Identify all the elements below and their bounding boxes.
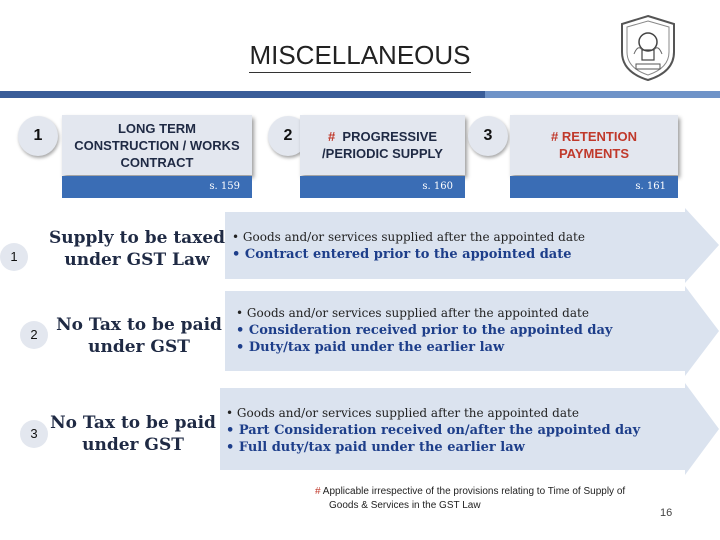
section-tag-160: s. 160 [300,176,465,198]
header-band-light [485,91,720,98]
bullet-text: Part Consideration received on/after the appointed day [238,423,641,438]
header-number-3: 3 [468,116,508,156]
row-label-no-tax-2 [38,412,228,456]
bullet-text: Full duty/tax paid under the earlier law [238,440,525,455]
row-number-2: 2 [20,321,48,349]
row-bullets-2: • Goods and/or services supplied after the appointed date • Consideration received prior to the appointed day • Duty/tax paid under the earlier law [236,306,613,355]
header-number-1: 1 [18,116,58,156]
section-tag-161: s. 161 [510,176,678,198]
header-band-dark [0,91,485,98]
bullet-text: Goods and/or services supplied after the appointed date [242,230,585,244]
row-number-1: 1 [0,243,28,271]
row-label-line: Supply to be taxed [48,228,226,248]
bullet-text: Consideration received prior to the appointed day [248,323,613,338]
row-label-taxed [42,227,232,271]
row-number-3: 3 [20,420,48,448]
header-line: RETENTION [561,129,637,144]
footnote [315,485,695,513]
row-label-line: under GST [88,337,190,357]
hash-marker: # [315,486,321,497]
bullet-text: Goods and/or services supplied after the appointed date [246,306,589,320]
header-line: /PERIODIC SUPPLY [322,146,443,161]
header-number-2: 2 [268,116,308,156]
row-label-line: No Tax to be paid [56,315,222,335]
row-label-line: No Tax to be paid [50,413,216,433]
emblem-seal-icon [616,14,680,82]
header-line: LONG TERM [117,120,196,136]
row-label-line: under GST Law [64,250,210,270]
section-tag-159: s. 159 [62,176,252,198]
row-label-line: under GST [82,435,184,455]
hash-marker: # [551,129,559,144]
hash-marker: # [327,129,336,144]
bullet-text: Contract entered prior to the appointed date [244,247,572,262]
header-line: CONSTRUCTION / WORKS [74,137,240,153]
header-box-progressive [300,115,465,175]
header-line: PROGRESSIVE [342,129,438,144]
slide-title: MISCELLANEOUS [0,40,720,71]
row-label-no-tax-1 [44,314,234,358]
row-bullets-3: • Goods and/or services supplied after the appointed date • Part Consideration received on/after the appointed day • Full duty/tax paid under the earlier law [226,406,641,455]
header-line: CONTRACT [120,154,194,170]
header-box-retention [510,115,678,175]
header-box-long-term [62,115,252,175]
footnote-line: Goods & Services in the GST Law [329,500,481,511]
page-number: 16 [660,507,673,519]
footnote-line: Applicable irrespective of the provisions relating to Time of Supply of [322,486,626,497]
header-line: PAYMENTS [558,146,630,161]
row-bullets-1: • Goods and/or services supplied after the appointed date • Contract entered prior to the appointed date [232,230,585,262]
bullet-text: Goods and/or services supplied after the appointed date [236,406,579,420]
bullet-text: Duty/tax paid under the earlier law [248,340,505,355]
